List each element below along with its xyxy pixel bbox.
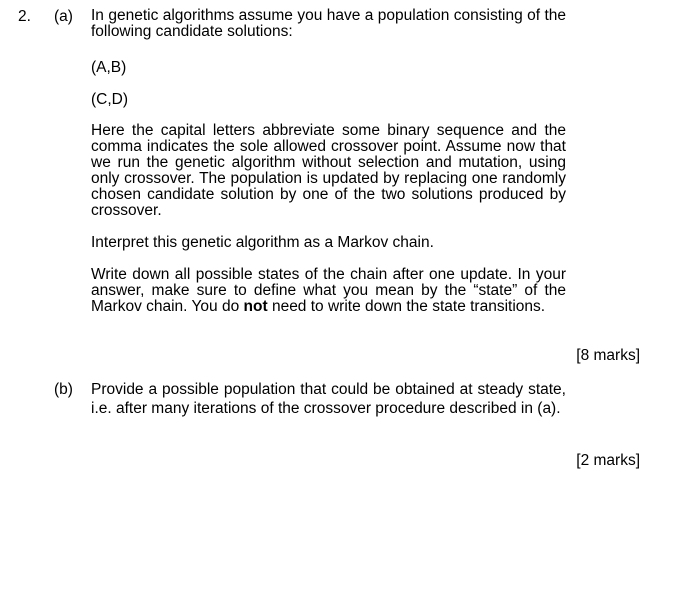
- states-instruction-text-2: need to write down the state transitions.: [267, 298, 546, 315]
- part-b-text: Provide a possible population that could be obtained at steady state, i.e. after many iterations of the crossover procedure described in (a).: [91, 381, 566, 417]
- crossover-description: Here the capital letters abbreviate some binary sequence and the comma indicates the sole allowed crossover point. Assume now that we run the genetic algorithm without selection and mutation, using only crossover. The population is updated by replacing one randomly chosen candidate solution by one of the two solutions produced by crossover.: [91, 122, 566, 219]
- candidate-solution-1: (A,B): [91, 59, 127, 76]
- part-a-label: (a): [54, 8, 73, 25]
- states-instruction-text-1: Write down all possible states of the chain after one update. In your answer, make sure to define what you mean by the “state” of the Markov chain. You do: [91, 266, 566, 315]
- part-b-label: (b): [54, 381, 73, 398]
- states-instruction-emphasis: not: [243, 298, 268, 315]
- question-number: 2.: [18, 8, 31, 25]
- part-a-marks: [8 marks]: [576, 347, 640, 364]
- states-instruction: [91, 267, 566, 315]
- part-b-marks: [2 marks]: [576, 452, 640, 469]
- candidate-solution-2: (C,D): [91, 91, 129, 108]
- markov-chain-instruction: Interpret this genetic algorithm as a Markov chain.: [91, 234, 434, 251]
- part-a-intro: In genetic algorithms assume you have a population consisting of the following candidate solutions:: [91, 7, 566, 40]
